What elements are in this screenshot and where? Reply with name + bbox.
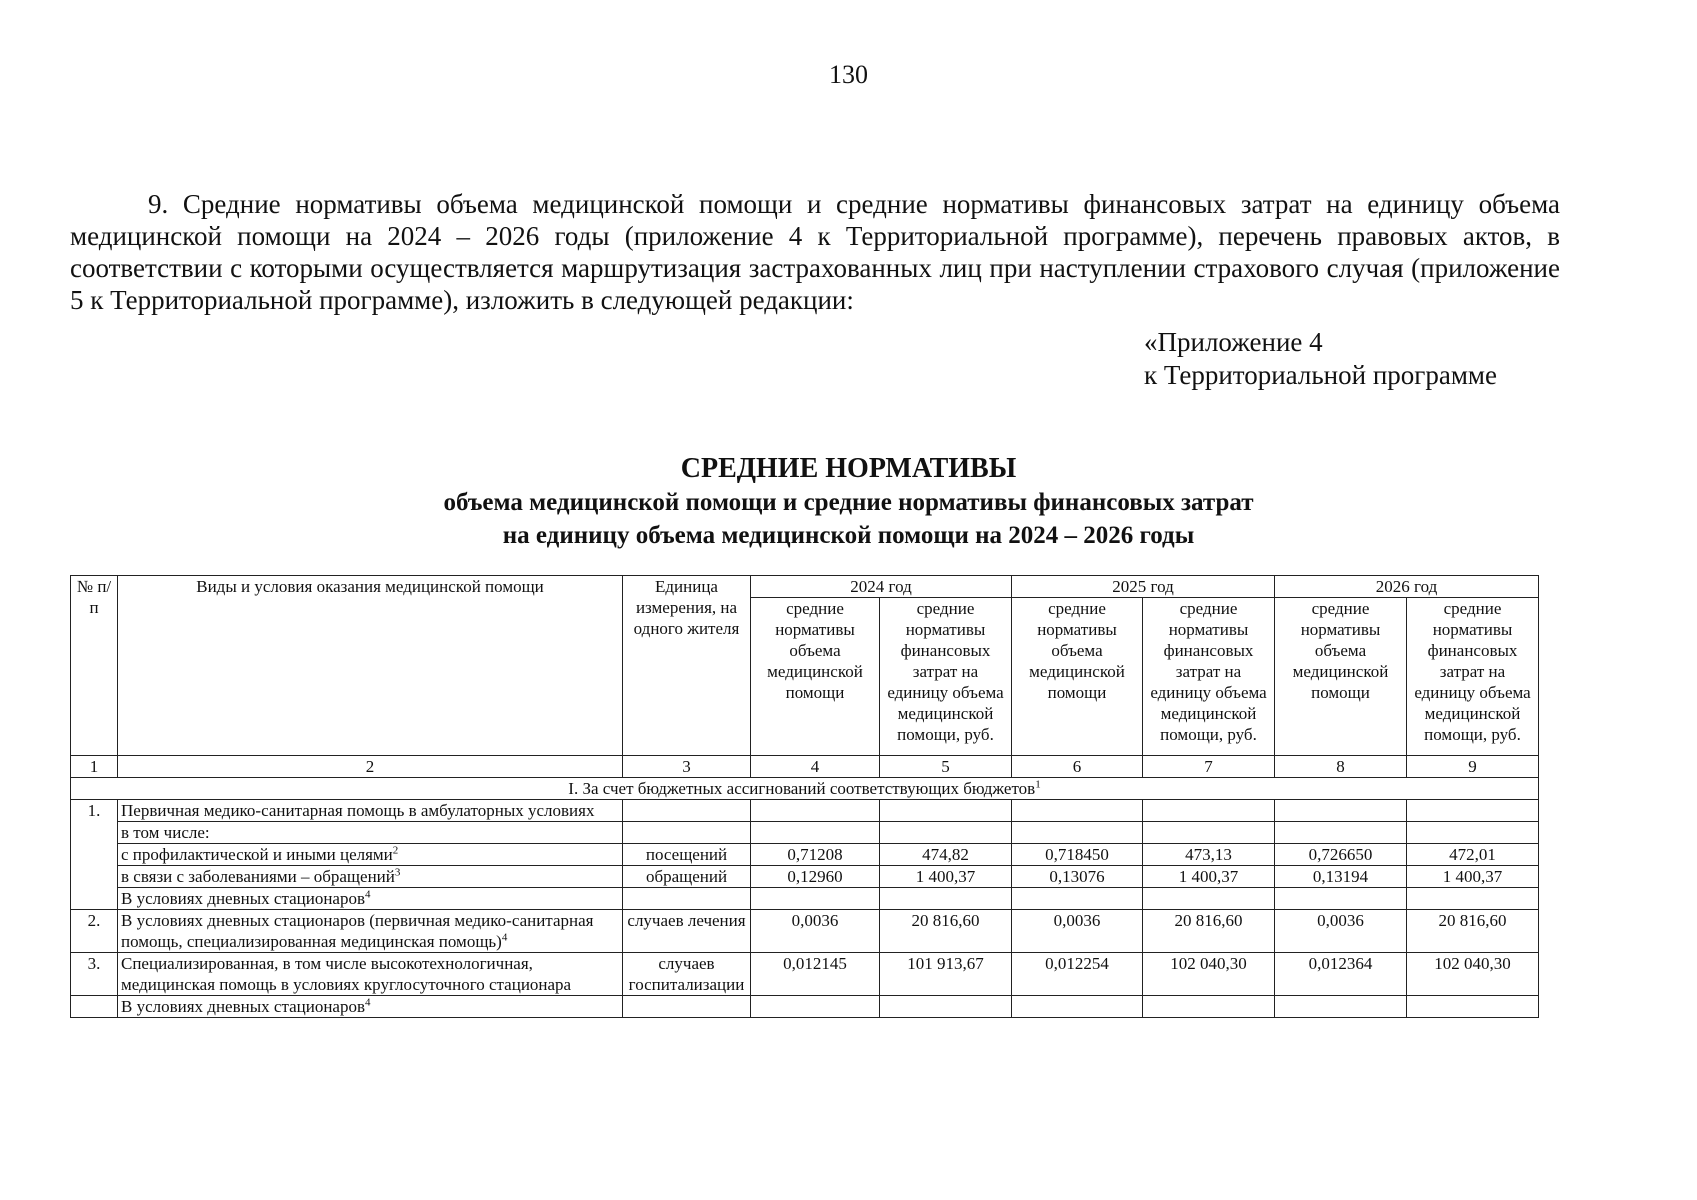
row-number: 1. xyxy=(71,800,118,910)
row-2025-volume xyxy=(1012,888,1143,910)
row-2026-volume xyxy=(1275,996,1407,1018)
intro-paragraph: 9. Средние нормативы объема медицинской помощи и средние нормативы финансовых затрат на единицу объема медицинской помощи на 2024 – 2026 годы (приложение 4 к Территориальной программе), перечень правовых актов, в соответствии с которыми осуществляется маршрутизация застрахованных лиц при наступлении страхового случая (приложение 5 к Территориальной программе), изложить в следующей редакции: xyxy=(70,189,1560,315)
row-2025-volume xyxy=(1012,996,1143,1018)
table-row xyxy=(71,822,1539,844)
row-name-footnote: 3 xyxy=(394,866,401,879)
row-2026-volume: 0,012364 xyxy=(1275,953,1407,996)
appendix-line-2: к Территориальной программе xyxy=(1144,360,1497,390)
row-unit: случаев лечения xyxy=(623,910,751,953)
section-heading-footnote: 1 xyxy=(1035,778,1041,791)
row-2026-cost: 472,01 xyxy=(1407,844,1539,866)
table-row xyxy=(71,866,1539,888)
row-2026-volume xyxy=(1275,888,1407,910)
header-2026-volume: средние нормативы объема медицинской помощи xyxy=(1275,598,1407,756)
column-number: 2 xyxy=(118,756,623,778)
row-2025-volume xyxy=(1012,822,1143,844)
title-line-2: объема медицинской помощи и средние нормативы финансовых затрат xyxy=(443,489,1254,516)
row-2024-volume: 0,0036 xyxy=(751,910,880,953)
row-2025-cost xyxy=(1143,822,1275,844)
row-name xyxy=(118,910,623,953)
row-2024-volume xyxy=(751,888,880,910)
row-2026-cost xyxy=(1407,822,1539,844)
row-unit xyxy=(623,800,751,822)
row-2026-volume xyxy=(1275,800,1407,822)
table-row xyxy=(71,888,1539,910)
page-number: 130 xyxy=(829,60,868,89)
row-2025-cost xyxy=(1143,800,1275,822)
document-title xyxy=(0,452,1697,552)
row-2024-volume xyxy=(751,996,880,1018)
row-2024-cost: 20 816,60 xyxy=(880,910,1012,953)
row-2026-volume: 0,13194 xyxy=(1275,866,1407,888)
row-2026-cost: 102 040,30 xyxy=(1407,953,1539,996)
row-2026-volume: 0,726650 xyxy=(1275,844,1407,866)
table-row xyxy=(71,996,1539,1018)
table-row xyxy=(71,800,1539,822)
column-number: 9 xyxy=(1407,756,1539,778)
row-unit xyxy=(623,888,751,910)
header-2024-volume: средние нормативы объема медицинской помощи xyxy=(751,598,880,756)
column-number: 4 xyxy=(751,756,880,778)
table-row xyxy=(71,953,1539,996)
header-2024-cost: средние нормативы финансовых затрат на единицу объема медицинской помощи, руб. xyxy=(880,598,1012,756)
row-2024-cost: 1 400,37 xyxy=(880,866,1012,888)
row-2026-cost xyxy=(1407,888,1539,910)
row-2024-cost xyxy=(880,996,1012,1018)
row-name-text: Первичная медико-санитарная помощь в амбулаторных условиях xyxy=(121,801,595,820)
row-name xyxy=(118,888,623,910)
column-number-row xyxy=(71,756,1539,778)
row-2026-volume: 0,0036 xyxy=(1275,910,1407,953)
header-2026-cost: средние нормативы финансовых затрат на единицу объема медицинской помощи, руб. xyxy=(1407,598,1539,756)
row-2025-volume: 0,13076 xyxy=(1012,866,1143,888)
appendix-line-1: «Приложение 4 xyxy=(1144,327,1323,357)
row-name xyxy=(118,800,623,822)
row-name-footnote: 4 xyxy=(365,888,371,901)
row-number xyxy=(71,996,118,1018)
row-unit: посещений xyxy=(623,844,751,866)
appendix-reference xyxy=(1144,326,1497,392)
row-name-text: В условиях дневных стационаров xyxy=(121,889,365,908)
row-2024-volume xyxy=(751,800,880,822)
row-2025-cost xyxy=(1143,996,1275,1018)
row-unit: обращений xyxy=(623,866,751,888)
section-heading xyxy=(71,778,1539,800)
row-2024-cost: 101 913,67 xyxy=(880,953,1012,996)
row-name xyxy=(118,996,623,1018)
row-name xyxy=(118,866,623,888)
row-2025-volume: 0,012254 xyxy=(1012,953,1143,996)
row-name-text: В условиях дневных стационаров xyxy=(121,997,365,1016)
column-number: 3 xyxy=(623,756,751,778)
row-2025-cost xyxy=(1143,888,1275,910)
row-unit: случаев госпитализации xyxy=(623,953,751,996)
row-2024-volume: 0,71208 xyxy=(751,844,880,866)
title-line-3: на единицу объема медицинской помощи на 2024 – 2026 годы xyxy=(502,522,1195,549)
row-2024-cost xyxy=(880,822,1012,844)
row-2025-cost: 20 816,60 xyxy=(1143,910,1275,953)
row-2026-cost xyxy=(1407,800,1539,822)
row-2025-cost: 1 400,37 xyxy=(1143,866,1275,888)
table-row xyxy=(71,844,1539,866)
header-year-2024: 2024 год xyxy=(751,576,1012,598)
row-name-text: с профилактической и иными целями xyxy=(121,845,393,864)
column-number: 8 xyxy=(1275,756,1407,778)
header-year-2025: 2025 год xyxy=(1012,576,1275,598)
row-2025-cost: 473,13 xyxy=(1143,844,1275,866)
header-col-types: Виды и условия оказания медицинской помощи xyxy=(118,576,623,756)
row-2025-volume: 0,0036 xyxy=(1012,910,1143,953)
header-2025-cost: средние нормативы финансовых затрат на единицу объема медицинской помощи, руб. xyxy=(1143,598,1275,756)
section-heading-text: I. За счет бюджетных ассигнований соответствующих бюджетов xyxy=(568,779,1036,798)
row-2026-cost xyxy=(1407,996,1539,1018)
row-2024-cost xyxy=(880,888,1012,910)
row-2026-cost: 1 400,37 xyxy=(1407,866,1539,888)
row-2025-volume: 0,718450 xyxy=(1012,844,1143,866)
row-2025-volume xyxy=(1012,800,1143,822)
row-number: 3. xyxy=(71,953,118,996)
column-number: 6 xyxy=(1012,756,1143,778)
row-name-text: в связи с заболеваниями – обращений xyxy=(121,867,395,886)
row-name-text: Специализированная, в том числе высокотехнологичная, медицинская помощь в условиях круглосуточного стационара xyxy=(121,954,572,994)
column-number: 7 xyxy=(1143,756,1275,778)
row-unit xyxy=(623,996,751,1018)
table-row xyxy=(71,910,1539,953)
column-number: 1 xyxy=(71,756,118,778)
row-name xyxy=(118,844,623,866)
row-2026-cost: 20 816,60 xyxy=(1407,910,1539,953)
row-2026-volume xyxy=(1275,822,1407,844)
header-2025-volume: средние нормативы объема медицинской помощи xyxy=(1012,598,1143,756)
row-2025-cost: 102 040,30 xyxy=(1143,953,1275,996)
row-name-footnote: 4 xyxy=(501,931,508,944)
row-number: 2. xyxy=(71,910,118,953)
row-name xyxy=(118,953,623,996)
header-col-unit: Единица измерения, на одного жителя xyxy=(623,576,751,756)
row-unit xyxy=(623,822,751,844)
norms-table xyxy=(70,575,1539,1018)
table-header-row-years xyxy=(71,576,1539,598)
row-name-text: в том числе: xyxy=(121,823,210,842)
row-name xyxy=(118,822,623,844)
row-name-text: В условиях дневных стационаров (первичная медико-санитарная помощь, специализированная медицинская помощь) xyxy=(121,911,594,951)
row-name-footnote: 2 xyxy=(392,844,399,857)
section-row xyxy=(71,778,1539,800)
column-number: 5 xyxy=(880,756,1012,778)
header-col-no: № п/п xyxy=(71,576,118,756)
row-2024-volume: 0,12960 xyxy=(751,866,880,888)
header-year-2026: 2026 год xyxy=(1275,576,1539,598)
row-2024-cost xyxy=(880,800,1012,822)
row-2024-volume xyxy=(751,822,880,844)
row-name-footnote: 4 xyxy=(365,996,371,1009)
row-2024-cost: 474,82 xyxy=(880,844,1012,866)
title-line-1: СРЕДНИЕ НОРМАТИВЫ xyxy=(680,453,1017,484)
row-2024-volume: 0,012145 xyxy=(751,953,880,996)
